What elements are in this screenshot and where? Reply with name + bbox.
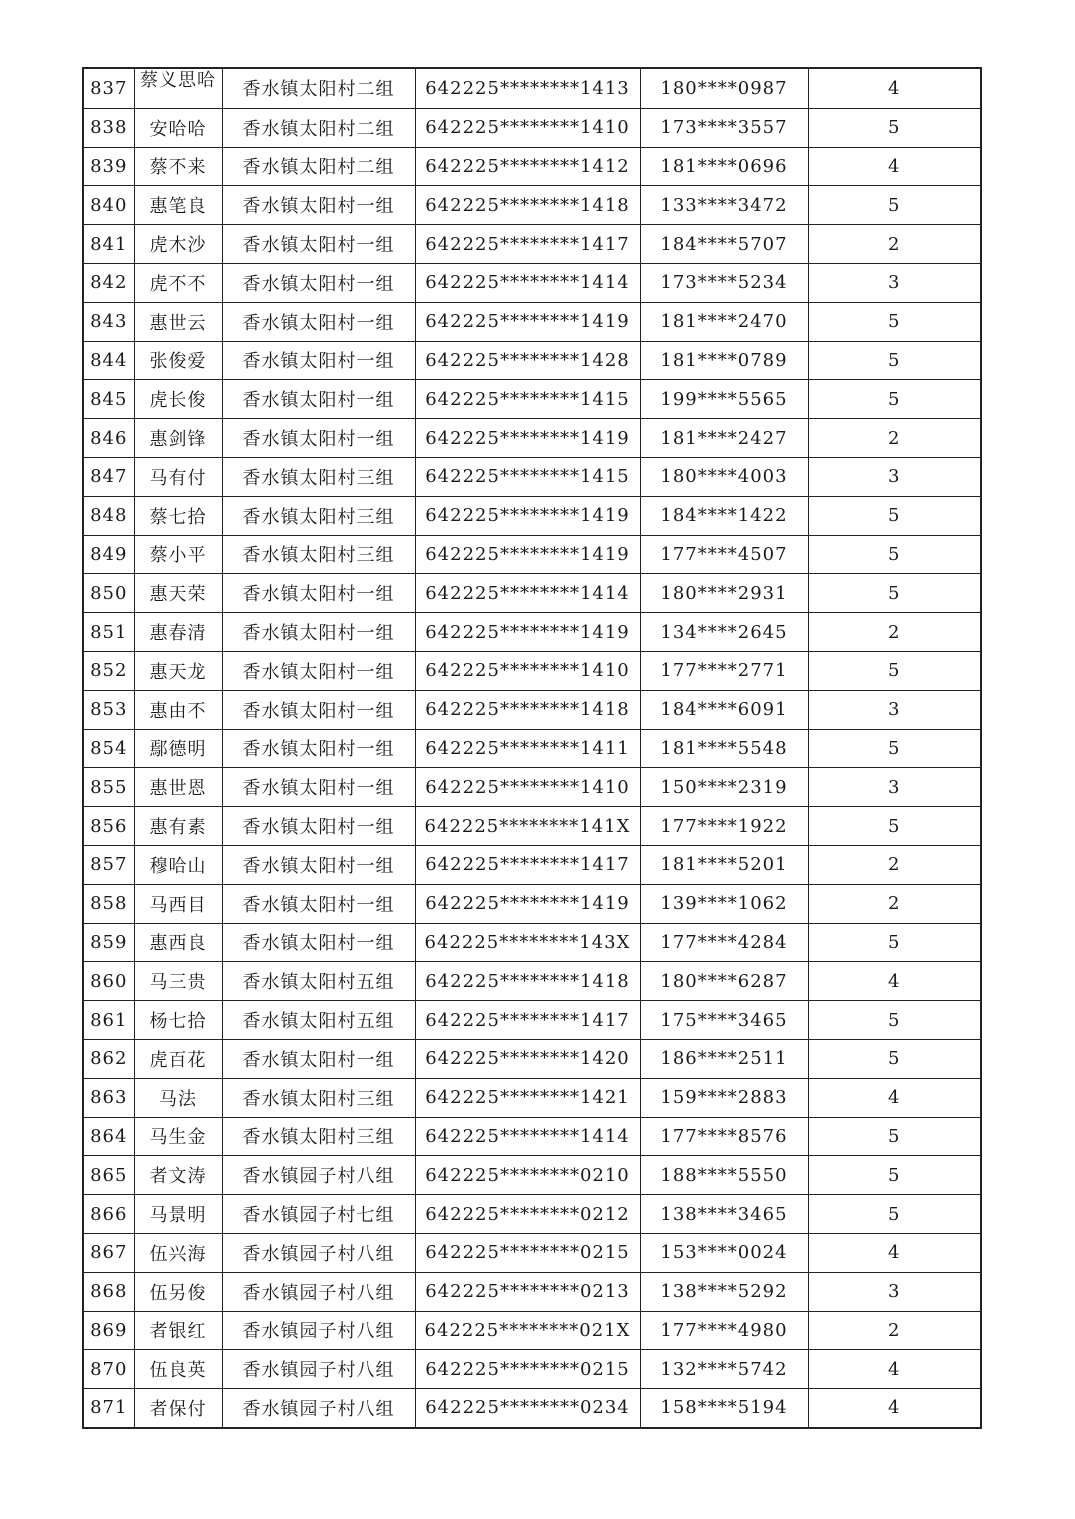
household-count-cell: 5 bbox=[808, 1156, 981, 1195]
id-number-cell: 642225********1420 bbox=[415, 1039, 640, 1078]
table-row bbox=[83, 186, 981, 225]
table-row bbox=[83, 1350, 981, 1389]
table-row bbox=[83, 1311, 981, 1350]
phone-cell: 158****5194 bbox=[640, 1389, 808, 1428]
table-row bbox=[83, 535, 981, 574]
name-cell: 蔡小平 bbox=[134, 535, 222, 574]
id-number-cell: 642225********141X bbox=[415, 807, 640, 846]
name-cell: 虎木沙 bbox=[134, 225, 222, 264]
id-number-cell: 642225********0215 bbox=[415, 1350, 640, 1389]
phone-cell: 177****4284 bbox=[640, 923, 808, 962]
name-cell: 安哈哈 bbox=[134, 108, 222, 147]
row-number-cell: 856 bbox=[83, 807, 134, 846]
household-count-cell: 4 bbox=[808, 147, 981, 186]
row-number-cell: 852 bbox=[83, 651, 134, 690]
household-count-cell: 2 bbox=[808, 884, 981, 923]
table-row bbox=[83, 651, 981, 690]
table-row bbox=[83, 884, 981, 923]
row-number-cell: 851 bbox=[83, 613, 134, 652]
row-number-cell: 848 bbox=[83, 496, 134, 535]
household-count-cell: 3 bbox=[808, 263, 981, 302]
name-cell: 者保付 bbox=[134, 1389, 222, 1428]
address-cell: 香水镇园子村八组 bbox=[222, 1272, 415, 1311]
id-number-cell: 642225********0234 bbox=[415, 1389, 640, 1428]
id-number-cell: 642225********0215 bbox=[415, 1233, 640, 1272]
row-number-cell: 862 bbox=[83, 1039, 134, 1078]
address-cell: 香水镇太阳村一组 bbox=[222, 380, 415, 419]
row-number-cell: 868 bbox=[83, 1272, 134, 1311]
phone-cell: 138****3465 bbox=[640, 1195, 808, 1234]
address-cell: 香水镇园子村八组 bbox=[222, 1311, 415, 1350]
row-number-cell: 858 bbox=[83, 884, 134, 923]
phone-cell: 153****0024 bbox=[640, 1233, 808, 1272]
phone-cell: 180****2931 bbox=[640, 574, 808, 613]
address-cell: 香水镇太阳村一组 bbox=[222, 807, 415, 846]
table-row bbox=[83, 1195, 981, 1234]
household-count-cell: 5 bbox=[808, 341, 981, 380]
name-cell: 惠剑锋 bbox=[134, 419, 222, 458]
address-cell: 香水镇太阳村一组 bbox=[222, 341, 415, 380]
phone-cell: 134****2645 bbox=[640, 613, 808, 652]
household-count-cell: 5 bbox=[808, 807, 981, 846]
phone-cell: 199****5565 bbox=[640, 380, 808, 419]
name-cell: 伍良英 bbox=[134, 1350, 222, 1389]
name-cell: 蔡不来 bbox=[134, 147, 222, 186]
id-number-cell: 642225********0210 bbox=[415, 1156, 640, 1195]
name-cell: 马西目 bbox=[134, 884, 222, 923]
row-number-cell: 855 bbox=[83, 768, 134, 807]
phone-cell: 180****0987 bbox=[640, 68, 808, 108]
table-row bbox=[83, 1272, 981, 1311]
address-cell: 香水镇太阳村二组 bbox=[222, 108, 415, 147]
address-cell: 香水镇太阳村一组 bbox=[222, 302, 415, 341]
phone-cell: 181****2427 bbox=[640, 419, 808, 458]
id-number-cell: 642225********1414 bbox=[415, 1117, 640, 1156]
phone-cell: 181****0789 bbox=[640, 341, 808, 380]
row-number-cell: 864 bbox=[83, 1117, 134, 1156]
household-count-cell: 4 bbox=[808, 1078, 981, 1117]
phone-cell: 184****6091 bbox=[640, 690, 808, 729]
table-row bbox=[83, 768, 981, 807]
name-cell: 伍兴海 bbox=[134, 1233, 222, 1272]
address-cell: 香水镇太阳村五组 bbox=[222, 1001, 415, 1040]
phone-cell: 175****3465 bbox=[640, 1001, 808, 1040]
table-row bbox=[83, 613, 981, 652]
address-cell: 香水镇园子村七组 bbox=[222, 1195, 415, 1234]
name-cell: 惠西良 bbox=[134, 923, 222, 962]
name-cell: 杨七拾 bbox=[134, 1001, 222, 1040]
table-row bbox=[83, 419, 981, 458]
phone-cell: 138****5292 bbox=[640, 1272, 808, 1311]
address-cell: 香水镇太阳村一组 bbox=[222, 768, 415, 807]
id-number-cell: 642225********1417 bbox=[415, 1001, 640, 1040]
phone-cell: 177****8576 bbox=[640, 1117, 808, 1156]
row-number-cell: 850 bbox=[83, 574, 134, 613]
name-cell: 虎百花 bbox=[134, 1039, 222, 1078]
phone-cell: 133****3472 bbox=[640, 186, 808, 225]
row-number-cell: 859 bbox=[83, 923, 134, 962]
phone-cell: 181****5201 bbox=[640, 845, 808, 884]
table-row bbox=[83, 147, 981, 186]
row-number-cell: 871 bbox=[83, 1389, 134, 1428]
id-number-cell: 642225********1418 bbox=[415, 962, 640, 1001]
name-cell: 马法 bbox=[134, 1078, 222, 1117]
address-cell: 香水镇太阳村一组 bbox=[222, 729, 415, 768]
table-row bbox=[83, 1156, 981, 1195]
address-cell: 香水镇太阳村三组 bbox=[222, 1078, 415, 1117]
row-number-cell: 842 bbox=[83, 263, 134, 302]
name-cell: 者银红 bbox=[134, 1311, 222, 1350]
name-cell: 惠天龙 bbox=[134, 651, 222, 690]
id-number-cell: 642225********1414 bbox=[415, 574, 640, 613]
table-row bbox=[83, 574, 981, 613]
id-number-cell: 642225********1421 bbox=[415, 1078, 640, 1117]
id-number-cell: 642225********1417 bbox=[415, 845, 640, 884]
household-count-cell: 2 bbox=[808, 1311, 981, 1350]
table-row bbox=[83, 1001, 981, 1040]
id-number-cell: 642225********143X bbox=[415, 923, 640, 962]
address-cell: 香水镇太阳村二组 bbox=[222, 68, 415, 108]
address-cell: 香水镇太阳村三组 bbox=[222, 457, 415, 496]
id-number-cell: 642225********1414 bbox=[415, 263, 640, 302]
name-cell: 虎长俊 bbox=[134, 380, 222, 419]
address-cell: 香水镇园子村八组 bbox=[222, 1233, 415, 1272]
row-number-cell: 866 bbox=[83, 1195, 134, 1234]
name-cell: 惠有素 bbox=[134, 807, 222, 846]
address-cell: 香水镇园子村八组 bbox=[222, 1389, 415, 1428]
household-count-cell: 2 bbox=[808, 613, 981, 652]
table-row bbox=[83, 302, 981, 341]
id-number-cell: 642225********1419 bbox=[415, 496, 640, 535]
roster-table bbox=[82, 67, 982, 1429]
name-cell: 马景明 bbox=[134, 1195, 222, 1234]
id-number-cell: 642225********1410 bbox=[415, 768, 640, 807]
name-cell: 蔡义思哈 bbox=[134, 68, 222, 108]
row-number-cell: 846 bbox=[83, 419, 134, 458]
row-number-cell: 870 bbox=[83, 1350, 134, 1389]
address-cell: 香水镇太阳村五组 bbox=[222, 962, 415, 1001]
row-number-cell: 863 bbox=[83, 1078, 134, 1117]
household-count-cell: 4 bbox=[808, 962, 981, 1001]
id-number-cell: 642225********1411 bbox=[415, 729, 640, 768]
phone-cell: 186****2511 bbox=[640, 1039, 808, 1078]
household-count-cell: 5 bbox=[808, 923, 981, 962]
household-count-cell: 2 bbox=[808, 845, 981, 884]
row-number-cell: 857 bbox=[83, 845, 134, 884]
name-cell: 马生金 bbox=[134, 1117, 222, 1156]
name-cell: 张俊爱 bbox=[134, 341, 222, 380]
phone-cell: 180****4003 bbox=[640, 457, 808, 496]
household-count-cell: 4 bbox=[808, 1350, 981, 1389]
household-count-cell: 3 bbox=[808, 690, 981, 729]
id-number-cell: 642225********1410 bbox=[415, 651, 640, 690]
address-cell: 香水镇太阳村三组 bbox=[222, 535, 415, 574]
table-row bbox=[83, 341, 981, 380]
row-number-cell: 843 bbox=[83, 302, 134, 341]
row-number-cell: 839 bbox=[83, 147, 134, 186]
address-cell: 香水镇太阳村一组 bbox=[222, 574, 415, 613]
id-number-cell: 642225********1419 bbox=[415, 613, 640, 652]
id-number-cell: 642225********1419 bbox=[415, 302, 640, 341]
id-number-cell: 642225********1415 bbox=[415, 380, 640, 419]
row-number-cell: 865 bbox=[83, 1156, 134, 1195]
id-number-cell: 642225********1410 bbox=[415, 108, 640, 147]
row-number-cell: 837 bbox=[83, 68, 134, 108]
address-cell: 香水镇太阳村一组 bbox=[222, 1039, 415, 1078]
address-cell: 香水镇太阳村一组 bbox=[222, 923, 415, 962]
phone-cell: 177****2771 bbox=[640, 651, 808, 690]
table-row bbox=[83, 962, 981, 1001]
address-cell: 香水镇太阳村二组 bbox=[222, 147, 415, 186]
name-cell: 惠春清 bbox=[134, 613, 222, 652]
name-cell: 马有付 bbox=[134, 457, 222, 496]
name-cell: 惠由不 bbox=[134, 690, 222, 729]
id-number-cell: 642225********1418 bbox=[415, 186, 640, 225]
address-cell: 香水镇太阳村一组 bbox=[222, 690, 415, 729]
table-row bbox=[83, 1233, 981, 1272]
id-number-cell: 642225********1419 bbox=[415, 535, 640, 574]
phone-cell: 159****2883 bbox=[640, 1078, 808, 1117]
phone-cell: 173****3557 bbox=[640, 108, 808, 147]
household-count-cell: 4 bbox=[808, 1389, 981, 1428]
address-cell: 香水镇太阳村一组 bbox=[222, 613, 415, 652]
row-number-cell: 854 bbox=[83, 729, 134, 768]
phone-cell: 173****5234 bbox=[640, 263, 808, 302]
household-count-cell: 5 bbox=[808, 108, 981, 147]
address-cell: 香水镇太阳村一组 bbox=[222, 651, 415, 690]
table-row bbox=[83, 729, 981, 768]
name-cell: 虎不不 bbox=[134, 263, 222, 302]
address-cell: 香水镇太阳村一组 bbox=[222, 186, 415, 225]
row-number-cell: 853 bbox=[83, 690, 134, 729]
household-count-cell: 5 bbox=[808, 1039, 981, 1078]
id-number-cell: 642225********1419 bbox=[415, 884, 640, 923]
address-cell: 香水镇园子村八组 bbox=[222, 1350, 415, 1389]
phone-cell: 177****4980 bbox=[640, 1311, 808, 1350]
id-number-cell: 642225********1428 bbox=[415, 341, 640, 380]
table-row bbox=[83, 1039, 981, 1078]
table-row bbox=[83, 807, 981, 846]
household-count-cell: 2 bbox=[808, 225, 981, 264]
id-number-cell: 642225********1419 bbox=[415, 419, 640, 458]
phone-cell: 188****5550 bbox=[640, 1156, 808, 1195]
table-row bbox=[83, 263, 981, 302]
household-count-cell: 5 bbox=[808, 1117, 981, 1156]
household-count-cell: 3 bbox=[808, 1272, 981, 1311]
phone-cell: 181****2470 bbox=[640, 302, 808, 341]
id-number-cell: 642225********021X bbox=[415, 1311, 640, 1350]
household-count-cell: 5 bbox=[808, 380, 981, 419]
table-row bbox=[83, 1117, 981, 1156]
table-row bbox=[83, 108, 981, 147]
id-number-cell: 642225********0212 bbox=[415, 1195, 640, 1234]
household-count-cell: 5 bbox=[808, 302, 981, 341]
household-count-cell: 4 bbox=[808, 68, 981, 108]
address-cell: 香水镇太阳村一组 bbox=[222, 884, 415, 923]
name-cell: 者文涛 bbox=[134, 1156, 222, 1195]
phone-cell: 150****2319 bbox=[640, 768, 808, 807]
row-number-cell: 847 bbox=[83, 457, 134, 496]
row-number-cell: 869 bbox=[83, 1311, 134, 1350]
id-number-cell: 642225********1415 bbox=[415, 457, 640, 496]
id-number-cell: 642225********1412 bbox=[415, 147, 640, 186]
table-row bbox=[83, 457, 981, 496]
phone-cell: 184****1422 bbox=[640, 496, 808, 535]
row-number-cell: 844 bbox=[83, 341, 134, 380]
id-number-cell: 642225********1413 bbox=[415, 68, 640, 108]
table-row bbox=[83, 923, 981, 962]
phone-cell: 180****6287 bbox=[640, 962, 808, 1001]
address-cell: 香水镇园子村八组 bbox=[222, 1156, 415, 1195]
row-number-cell: 867 bbox=[83, 1233, 134, 1272]
table-row bbox=[83, 690, 981, 729]
row-number-cell: 849 bbox=[83, 535, 134, 574]
household-count-cell: 2 bbox=[808, 419, 981, 458]
household-count-cell: 5 bbox=[808, 1001, 981, 1040]
household-count-cell: 3 bbox=[808, 457, 981, 496]
row-number-cell: 840 bbox=[83, 186, 134, 225]
name-cell: 惠世云 bbox=[134, 302, 222, 341]
phone-cell: 132****5742 bbox=[640, 1350, 808, 1389]
phone-cell: 177****1922 bbox=[640, 807, 808, 846]
household-count-cell: 5 bbox=[808, 496, 981, 535]
id-number-cell: 642225********1418 bbox=[415, 690, 640, 729]
row-number-cell: 841 bbox=[83, 225, 134, 264]
table-row bbox=[83, 1389, 981, 1428]
name-cell: 惠世恩 bbox=[134, 768, 222, 807]
phone-cell: 184****5707 bbox=[640, 225, 808, 264]
name-cell: 鄢德明 bbox=[134, 729, 222, 768]
id-number-cell: 642225********0213 bbox=[415, 1272, 640, 1311]
row-number-cell: 838 bbox=[83, 108, 134, 147]
household-count-cell: 5 bbox=[808, 186, 981, 225]
household-count-cell: 5 bbox=[808, 535, 981, 574]
household-count-cell: 4 bbox=[808, 1233, 981, 1272]
household-count-cell: 3 bbox=[808, 768, 981, 807]
address-cell: 香水镇太阳村一组 bbox=[222, 263, 415, 302]
table-row bbox=[83, 845, 981, 884]
row-number-cell: 861 bbox=[83, 1001, 134, 1040]
household-count-cell: 5 bbox=[808, 651, 981, 690]
name-cell: 惠笔良 bbox=[134, 186, 222, 225]
address-cell: 香水镇太阳村三组 bbox=[222, 1117, 415, 1156]
name-cell: 马三贵 bbox=[134, 962, 222, 1001]
table-row bbox=[83, 68, 981, 108]
name-cell: 蔡七拾 bbox=[134, 496, 222, 535]
name-cell: 惠天荣 bbox=[134, 574, 222, 613]
name-cell: 穆哈山 bbox=[134, 845, 222, 884]
phone-cell: 177****4507 bbox=[640, 535, 808, 574]
table-row bbox=[83, 496, 981, 535]
row-number-cell: 845 bbox=[83, 380, 134, 419]
table-row bbox=[83, 1078, 981, 1117]
address-cell: 香水镇太阳村一组 bbox=[222, 225, 415, 264]
name-cell: 伍另俊 bbox=[134, 1272, 222, 1311]
household-count-cell: 5 bbox=[808, 574, 981, 613]
address-cell: 香水镇太阳村三组 bbox=[222, 496, 415, 535]
table-row bbox=[83, 225, 981, 264]
phone-cell: 181****0696 bbox=[640, 147, 808, 186]
row-number-cell: 860 bbox=[83, 962, 134, 1001]
roster-table-body bbox=[83, 68, 981, 1428]
address-cell: 香水镇太阳村一组 bbox=[222, 419, 415, 458]
table-row bbox=[83, 380, 981, 419]
phone-cell: 181****5548 bbox=[640, 729, 808, 768]
household-count-cell: 5 bbox=[808, 729, 981, 768]
household-count-cell: 5 bbox=[808, 1195, 981, 1234]
phone-cell: 139****1062 bbox=[640, 884, 808, 923]
address-cell: 香水镇太阳村一组 bbox=[222, 845, 415, 884]
id-number-cell: 642225********1417 bbox=[415, 225, 640, 264]
